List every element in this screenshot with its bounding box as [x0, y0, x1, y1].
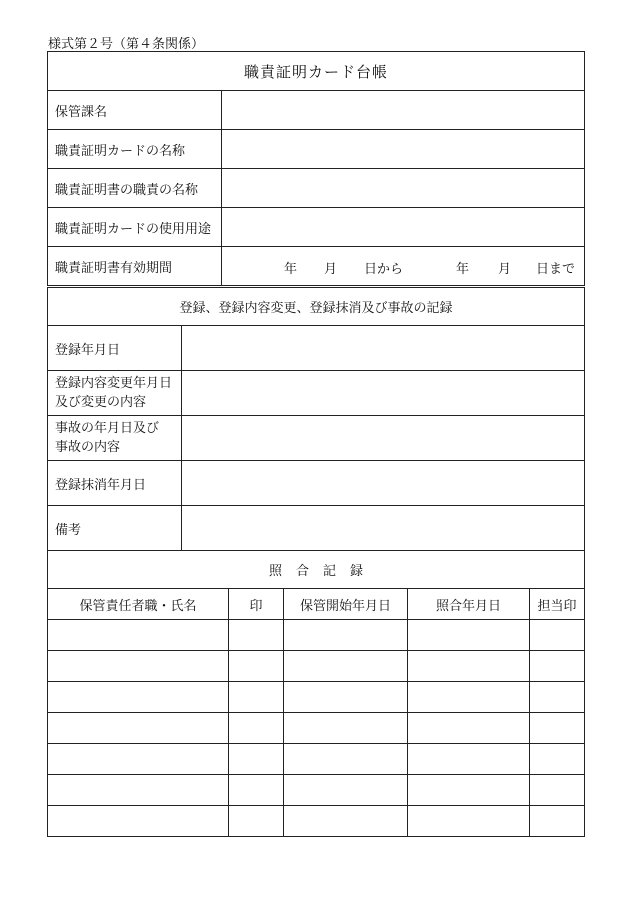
validity-period-field[interactable] — [222, 247, 585, 286]
validity-period-label: 職責証明書有効期間 — [48, 247, 222, 286]
register-title: 職責証明カード台帳 — [48, 52, 585, 91]
table-cell[interactable] — [408, 713, 530, 744]
table-cell[interactable] — [408, 744, 530, 775]
period-month-from: 月 — [324, 262, 338, 277]
incident-date-field[interactable] — [182, 416, 585, 461]
col-seal: 印 — [229, 589, 284, 620]
table-cell[interactable] — [229, 744, 284, 775]
table-cell[interactable] — [408, 775, 530, 806]
table-row — [48, 744, 585, 775]
form-number: 様式第２号（第４条関係） — [48, 37, 205, 52]
table-cell[interactable] — [229, 651, 284, 682]
register-table — [47, 51, 585, 286]
table-cell[interactable] — [408, 806, 530, 837]
table-cell[interactable] — [408, 682, 530, 713]
registration-date-field[interactable] — [182, 326, 585, 371]
table-cell[interactable] — [284, 744, 408, 775]
table-cell[interactable] — [530, 620, 585, 651]
verification-title: 照合記録 — [48, 551, 585, 589]
table-cell[interactable] — [48, 744, 229, 775]
col-custodian-name: 保管責任者職・氏名 — [48, 589, 229, 620]
table-row — [48, 651, 585, 682]
deregistration-date-field[interactable] — [182, 461, 585, 506]
col-verification-date: 照合年月日 — [408, 589, 530, 620]
card-name-field[interactable] — [222, 130, 585, 169]
table-cell[interactable] — [229, 682, 284, 713]
table-cell[interactable] — [229, 775, 284, 806]
col-custody-start-date: 保管開始年月日 — [284, 589, 408, 620]
table-cell[interactable] — [284, 620, 408, 651]
table-cell[interactable] — [284, 682, 408, 713]
period-year-to: 年 — [456, 262, 470, 277]
table-cell[interactable] — [48, 620, 229, 651]
table-cell[interactable] — [48, 775, 229, 806]
table-cell[interactable] — [408, 620, 530, 651]
table-cell[interactable] — [229, 620, 284, 651]
period-day-to: 日まで — [536, 262, 576, 277]
table-cell[interactable] — [48, 651, 229, 682]
table-cell[interactable] — [530, 775, 585, 806]
table-cell[interactable] — [530, 713, 585, 744]
table-cell[interactable] — [48, 682, 229, 713]
period-month-to: 月 — [498, 262, 512, 277]
change-date-field[interactable] — [182, 371, 585, 416]
remarks-field[interactable] — [182, 506, 585, 551]
verification-table — [47, 550, 585, 837]
table-row — [48, 620, 585, 651]
duty-name-label: 職責証明書の職責の名称 — [48, 169, 222, 208]
table-cell[interactable] — [229, 713, 284, 744]
usage-label: 職責証明カードの使用用途 — [48, 208, 222, 247]
table-row — [48, 806, 585, 837]
verification-rows — [48, 620, 585, 837]
registration-date-label: 登録年月日 — [48, 326, 182, 371]
records-table — [47, 287, 585, 551]
table-cell[interactable] — [284, 775, 408, 806]
table-cell[interactable] — [284, 713, 408, 744]
table-row — [48, 775, 585, 806]
remarks-label: 備考 — [48, 506, 182, 551]
table-row — [48, 713, 585, 744]
table-cell[interactable] — [530, 682, 585, 713]
duty-name-field[interactable] — [222, 169, 585, 208]
table-cell[interactable] — [530, 744, 585, 775]
table-cell[interactable] — [48, 806, 229, 837]
table-row — [48, 682, 585, 713]
custody-section-label: 保管課名 — [48, 91, 222, 130]
table-cell[interactable] — [530, 806, 585, 837]
table-cell[interactable] — [284, 806, 408, 837]
table-cell[interactable] — [229, 806, 284, 837]
table-cell[interactable] — [408, 651, 530, 682]
table-cell[interactable] — [48, 713, 229, 744]
records-title: 登録、登録内容変更、登録抹消及び事故の記録 — [48, 288, 585, 326]
deregistration-date-label: 登録抹消年月日 — [48, 461, 182, 506]
custody-section-field[interactable] — [222, 91, 585, 130]
usage-field[interactable] — [222, 208, 585, 247]
period-day-from: 日から — [364, 262, 404, 277]
incident-date-label: 事故の年月日及び 事故の内容 — [48, 416, 182, 461]
period-year-from: 年 — [284, 262, 298, 277]
table-cell[interactable] — [284, 651, 408, 682]
change-date-label: 登録内容変更年月日 及び変更の内容 — [48, 371, 182, 416]
table-cell[interactable] — [530, 651, 585, 682]
col-officer-seal: 担当印 — [530, 589, 585, 620]
card-name-label: 職責証明カードの名称 — [48, 130, 222, 169]
